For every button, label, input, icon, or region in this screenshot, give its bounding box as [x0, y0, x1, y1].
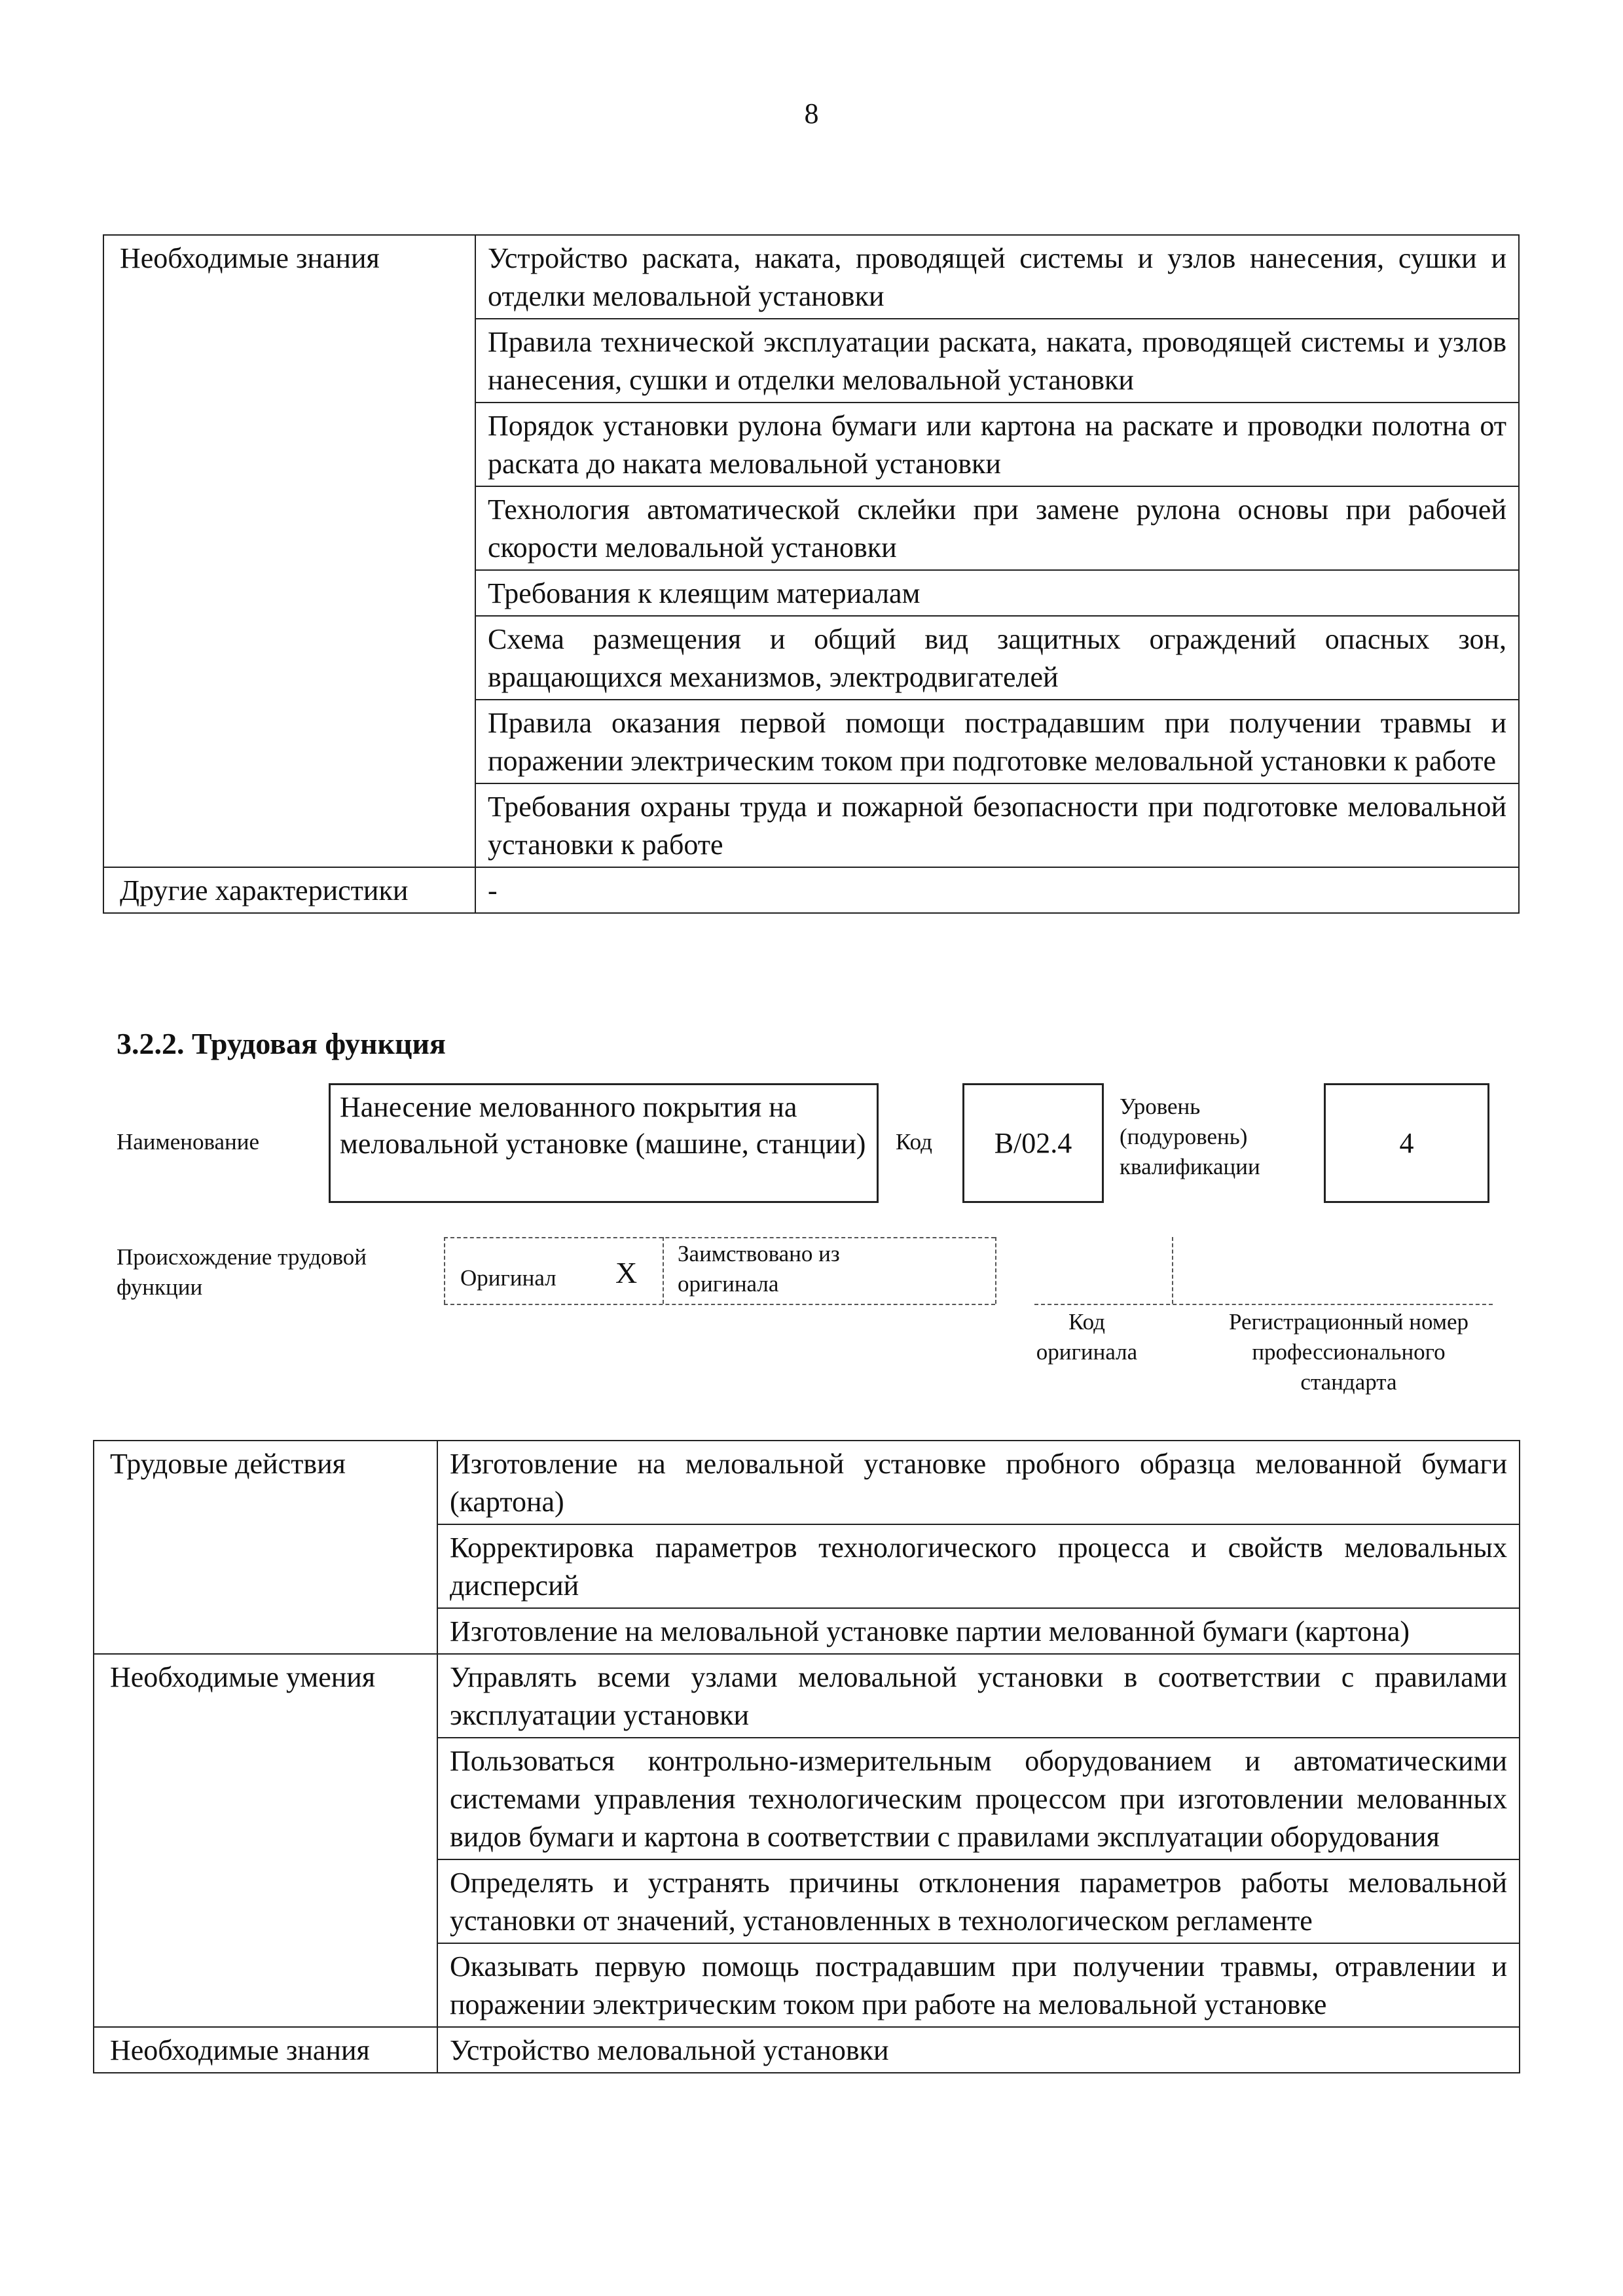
row-item: Устройство раската, наката, проводящей системы и узлов нанесения, сушки и отделки меловальной установки — [475, 235, 1519, 319]
table-row — [103, 235, 1519, 319]
level-label — [1120, 1092, 1260, 1182]
table-row — [94, 1441, 1520, 1524]
caption-reg-line-3: стандарта — [1300, 1369, 1397, 1395]
row-item: Правила технической эксплуатации раската, наката, проводящей системы и узлов нанесения, сушки и отделки меловальной установки — [475, 319, 1519, 403]
borrowed-label-line-2: оригинала — [678, 1271, 779, 1297]
table2-body — [94, 1441, 1520, 2073]
row-item: Порядок установки рулона бумаги или картона на раскате и проводки полотна от раската до наката меловальной установки — [475, 403, 1519, 486]
origin-grid-mid — [663, 1237, 664, 1304]
caption-code-line-1: Код — [1068, 1309, 1105, 1335]
row-item: Управлять всеми узлами меловальной установки в соответствии с правилами эксплуатации установки — [437, 1654, 1520, 1738]
name-label: Наименование — [117, 1129, 260, 1155]
level-label-line-1: Уровень — [1120, 1094, 1201, 1119]
row-item: Технология автоматической склейки при замене рулона основы при рабочей скорости меловальной установки — [475, 486, 1519, 570]
original-label: Оригинал — [460, 1265, 556, 1291]
level-label-line-2: (подуровень) — [1120, 1124, 1248, 1149]
page-number: 8 — [804, 98, 819, 130]
origin-grid-top — [444, 1237, 995, 1238]
code-label: Код — [896, 1129, 932, 1155]
table1-body — [103, 235, 1519, 913]
table-row — [103, 867, 1519, 913]
row-item: Правила оказания первой помощи пострадавшим при получении травмы и поражении электрическим током при подготовке меловальной установки к работе — [475, 700, 1519, 783]
table-row — [94, 1654, 1520, 1738]
borrowed-label-line-1: Заимствовано из — [678, 1241, 840, 1266]
row-label: Необходимые знания — [103, 235, 475, 867]
origin-grid-bottom — [444, 1304, 995, 1305]
origin-grid-left — [444, 1237, 445, 1304]
row-item: Пользоваться контрольно-измерительным оборудованием и автоматическими системами управления технологическим процессом при изготовлении мелованных видов бумаги и картона в соответствии с правилами эксплуатации оборудования — [437, 1738, 1520, 1859]
row-item: Требования охраны труда и пожарной безопасности при подготовке меловальной установки к работе — [475, 783, 1519, 867]
section-heading: 3.2.2. Трудовая функция — [117, 1027, 446, 1060]
labor-function-table — [93, 1440, 1520, 2073]
origin-label-line-1: Происхождение трудовой — [117, 1244, 367, 1270]
origin-grid-code-divider — [1172, 1237, 1173, 1304]
row-label: Трудовые действия — [94, 1441, 437, 1654]
origin-grid-code-bottom — [1034, 1304, 1493, 1305]
caption-code-line-2: оригинала — [1036, 1339, 1138, 1365]
level-label-line-3: квалификации — [1120, 1154, 1260, 1179]
table-row — [94, 2027, 1520, 2073]
borrowed-label — [678, 1239, 840, 1299]
row-label: Другие характеристики — [103, 867, 475, 913]
row-item: Изготовление на меловальной установке пробного образца мелованной бумаги (картона) — [437, 1441, 1520, 1524]
origin-label — [117, 1242, 367, 1302]
caption-reg-line-2: профессионального — [1252, 1339, 1446, 1365]
row-item: Схема размещения и общий вид защитных ограждений опасных зон, вращающихся механизмов, электродвигателей — [475, 616, 1519, 700]
row-item: Устройство меловальной установки — [437, 2027, 1520, 2073]
caption-reg-line-1: Регистрационный номер — [1228, 1309, 1469, 1335]
knowledge-table-1 — [103, 234, 1520, 914]
row-item: Оказывать первую помощь пострадавшим при получении травмы, отравлении и поражении электрическим током при работе на меловальной установке — [437, 1943, 1520, 2027]
caption-original-code — [1025, 1307, 1149, 1367]
name-value-box: Нанесение мелованного покрытия на меловальной установке (машине, станции) — [329, 1083, 879, 1203]
origin-grid-right — [995, 1237, 996, 1304]
row-label: Необходимые умения — [94, 1654, 437, 2027]
caption-registration-number — [1198, 1307, 1499, 1397]
code-value-box: B/02.4 — [962, 1083, 1104, 1203]
row-item: Корректировка параметров технологического процесса и свойств меловальных дисперсий — [437, 1524, 1520, 1608]
row-item: - — [475, 867, 1519, 913]
row-item: Определять и устранять причины отклонения параметров работы меловальной установки от значений, установленных в технологическом регламенте — [437, 1859, 1520, 1943]
level-value-box: 4 — [1324, 1083, 1489, 1203]
origin-label-line-2: функции — [117, 1274, 203, 1300]
row-item: Изготовление на меловальной установке партии мелованной бумаги (картона) — [437, 1608, 1520, 1654]
original-mark: X — [615, 1256, 638, 1289]
row-label: Необходимые знания — [94, 2027, 437, 2073]
row-item: Требования к клеящим материалам — [475, 570, 1519, 616]
